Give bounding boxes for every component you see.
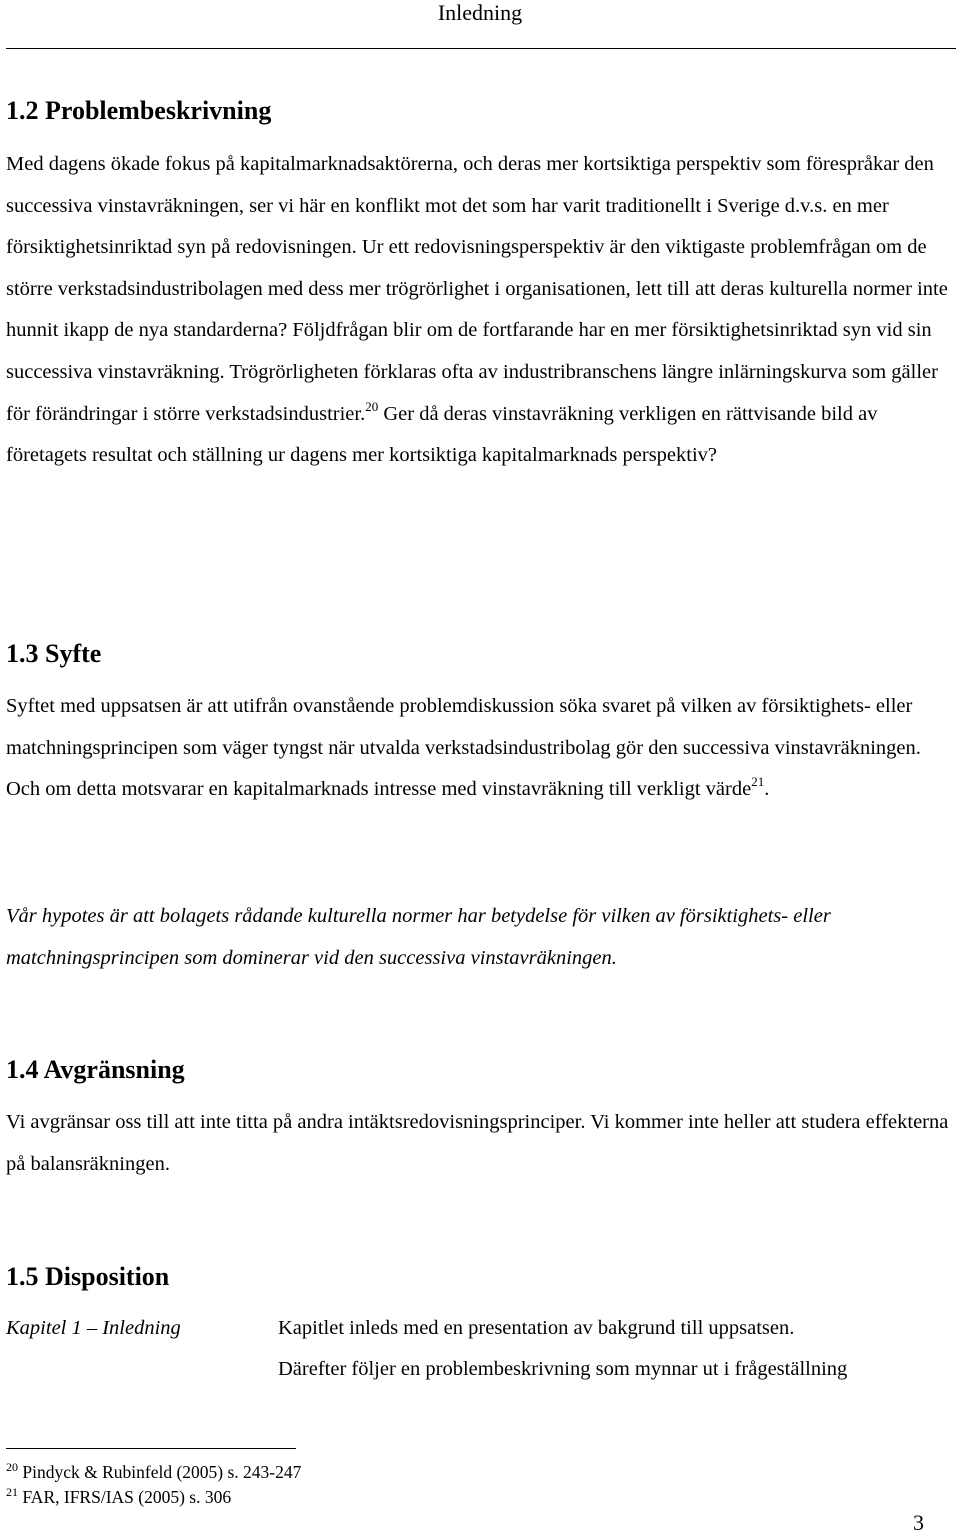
disposition-entry [6,1308,960,1392]
page-number: 3 [913,1510,924,1535]
footnote-number: 21 [6,1485,18,1499]
paragraph-problembeskrivning: Med dagens ökade fokus på kapitalmarknadsaktörerna, och deras mer kortsiktiga perspektiv som förespråkar den successiva vinstavräkningen, ser vi här en konflikt mot det som har varit traditionellt i Sverige d.v.s. en mer försiktighetsinriktad syn på redovisningen. Ur ett redovisningsperspektiv är den viktigaste problemfrågan om de större verkstadsindustribolagen med dess mer trögrörlighet i organisationen, lett till att deras kulturella normer inte hunnit ikapp de nya standarderna? Följdfrågan blir om de fortfarande har en mer försiktighetsinriktad syn vid sin successiva vinstavräkning. Trögrörligheten förklaras ofta av industribranschens längre inlärningskurva som gäller för förändringar i större verkstadsindustrier.$^{20}$ Ger då deras vinstavräkning verkligen en rättvisande bild av företagets resultat och ställning ur dagens mer kortsiktiga kapitalmarknads perspektiv? [6,153,948,467]
footnote-20 [6,1460,301,1484]
disposition-line-2: Därefter följer en problembeskrivning som mynnar ut i frågeställning [278,1358,848,1380]
footnote-text: Pindyck & Rubinfeld (2005) s. 243-247 [22,1462,302,1482]
header-rule [6,48,956,49]
heading-problembeskrivning: 1.2 Problembeskrivning [6,96,272,125]
running-header: Inledning [437,0,523,25]
heading-disposition: 1.5 Disposition [6,1262,170,1291]
footnote-text: FAR, IFRS/IAS (2005) s. 306 [22,1487,232,1507]
paragraph-avgransning: Vi avgränsar oss till att inte titta på andra intäktsredovisningsprinciper. Vi kommer inte heller att studera effekterna på balansräkningen. [6,1111,949,1175]
footnote-21 [6,1485,231,1509]
footnote-ref-20[interactable]: 20 [365,398,379,414]
paragraph-hypotes: Vår hypotes är att bolagets rådande kulturella normer har betydelse för vilken av försiktighets- eller matchningsprincipen som dominerar vid den successiva vinstavräkningen. [6,905,831,969]
heading-syfte: 1.3 Syfte [6,639,102,668]
footnote-ref-21[interactable]: 21 [751,774,765,790]
footnote-number: 20 [6,1460,18,1474]
disposition-label: Kapitel 1 – Inledning [6,1317,181,1339]
footnote-rule [6,1448,296,1449]
disposition-description [278,1308,958,1390]
disposition-line-1: Kapitlet inleds med en presentation av bakgrund till uppsatsen. [278,1317,795,1339]
heading-avgransning: 1.4 Avgränsning [6,1055,185,1084]
paragraph-syfte: Syftet med uppsatsen är att utifrån ovanstående problemdiskussion söka svaret på vilken av försiktighets- eller matchningsprincipen som väger tyngst när utvalda verkstadsindustribolag gör den successiva vinstavräkningen. Och om detta motsvarar en kapitalmarknads intresse med vinstavräkning till verkligt värde$^{21}$. [6,695,921,801]
